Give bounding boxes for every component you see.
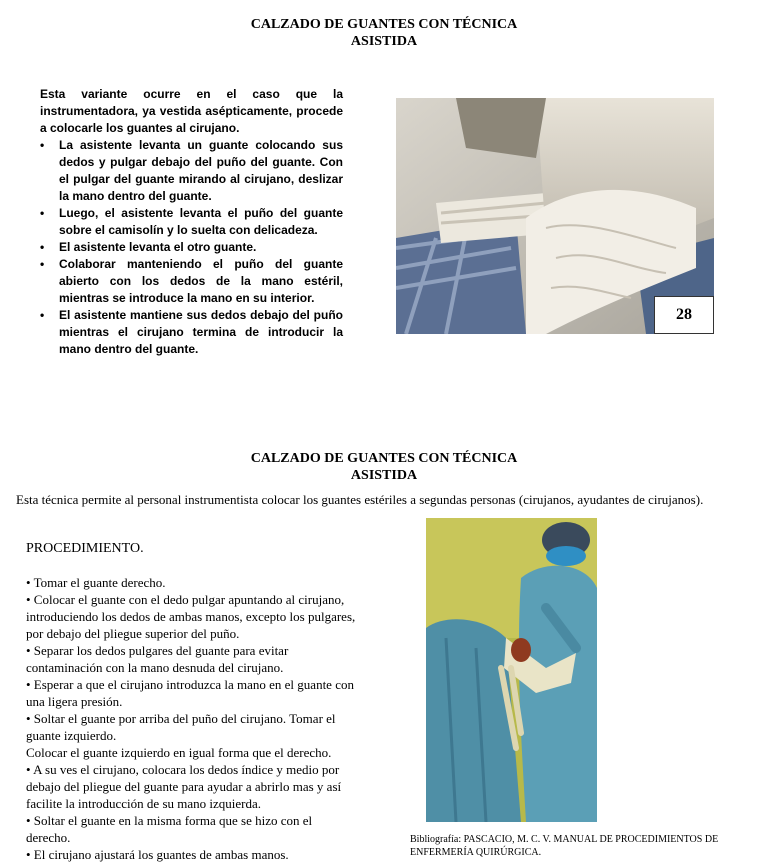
section1-bullet-list	[40, 137, 343, 358]
list-item	[40, 307, 343, 358]
bullet-glyph: •	[40, 308, 45, 322]
section2-procedure	[26, 540, 398, 863]
procedure-line: • Tomar el guante derecho.	[26, 575, 166, 590]
section2-title-line1: CALZADO DE GUANTES CON TÉCNICA	[250, 451, 518, 466]
image-number-badge: 28	[654, 296, 714, 334]
procedure-line: contaminación con la mano desnuda del cirujano.	[26, 660, 284, 675]
procedure-line: una ligera presión.	[26, 694, 123, 709]
section2-intro: Esta técnica permite al personal instrumentista colocar los guantes estériles a segundas personas (cirujanos, ayudantes de cirujanos).	[16, 492, 704, 507]
procedure-line: Colocar el guante izquierdo en igual forma que el derecho.	[26, 745, 332, 760]
gloving-photo-2	[426, 518, 597, 822]
list-item	[40, 256, 343, 307]
procedure-line: guante izquierdo.	[26, 728, 117, 743]
surgical-staff-illustration	[426, 518, 597, 822]
procedure-line: introduciendo los dedos de ambas manos, excepto los pulgares,	[26, 609, 356, 624]
bibliography-line2: ENFERMERÍA QUIRÚRGICA.	[410, 847, 542, 858]
procedure-line: • Separar los dedos pulgares del guante para evitar	[26, 643, 289, 658]
procedure-line: • Soltar el guante por arriba del puño del cirujano. Tomar el	[26, 711, 336, 726]
bullet-text: El asistente levanta el otro guante.	[59, 240, 257, 254]
procedure-heading: PROCEDIMIENTO.	[26, 541, 144, 556]
bullet-glyph: •	[40, 206, 45, 220]
procedure-line: • El cirujano ajustará los guantes de ambas manos.	[26, 847, 289, 862]
bibliography-line1: Bibliografía: PASCACIO, M. C. V. MANUAL DE PROCEDIMIENTOS DE	[410, 834, 719, 845]
bibliography	[410, 833, 760, 859]
procedure-line: • Soltar el guante en la misma forma que se hizo con el	[26, 813, 313, 828]
list-item	[40, 239, 343, 256]
procedure-line: facilite la introducción de su mano izquierda.	[26, 796, 261, 811]
procedure-line: por debajo del pliegue superior del puño.	[26, 626, 240, 641]
procedure-line: • Esperar a que el cirujano introduzca la mano en el guante con	[26, 677, 354, 692]
gloving-photo-1	[396, 98, 714, 334]
bullet-glyph: •	[40, 240, 45, 254]
section1-title	[0, 16, 768, 50]
bullet-text: La asistente levanta un guante colocando sus dedos y pulgar debajo del puño del guante. Con el pulgar del guante mirando al cirujano, deslizar la mano dentro del guante.	[59, 138, 343, 203]
procedure-line: debajo del pliegue del guante para ayudar a abrirlo mas y así	[26, 779, 342, 794]
bullet-glyph: •	[40, 138, 45, 152]
section1-title-line2: ASISTIDA	[350, 34, 418, 49]
list-item	[40, 205, 343, 239]
list-item	[40, 137, 343, 205]
section1-intro: Esta variante ocurre en el caso que la instrumentadora, ya vestida asépticamente, procede a colocarle los guantes al cirujano.	[40, 87, 343, 135]
section2-title-line2: ASISTIDA	[350, 468, 418, 483]
bullet-text: Colaborar manteniendo el puño del guante abierto con los dedos de la mano estéril, mientras se introduce la mano en su interior.	[59, 257, 343, 305]
section1-text	[40, 86, 343, 358]
bullet-text: El asistente mantiene sus dedos debajo del puño mientras el cirujano termina de introducir la mano dentro del guante.	[59, 308, 343, 356]
procedure-line: • A su ves el cirujano, colocara los dedos índice y medio por	[26, 762, 340, 777]
section1-title-line1: CALZADO DE GUANTES CON TÉCNICA	[250, 17, 518, 32]
bullet-text: Luego, el asistente levanta el puño del guante sobre el camisolín y lo suelta con delicadeza.	[59, 206, 343, 237]
procedure-line: derecho.	[26, 830, 71, 845]
section2-title	[0, 450, 768, 484]
bullet-glyph: •	[40, 257, 45, 271]
procedure-line: • Colocar el guante con el dedo pulgar apuntando al cirujano,	[26, 592, 345, 607]
